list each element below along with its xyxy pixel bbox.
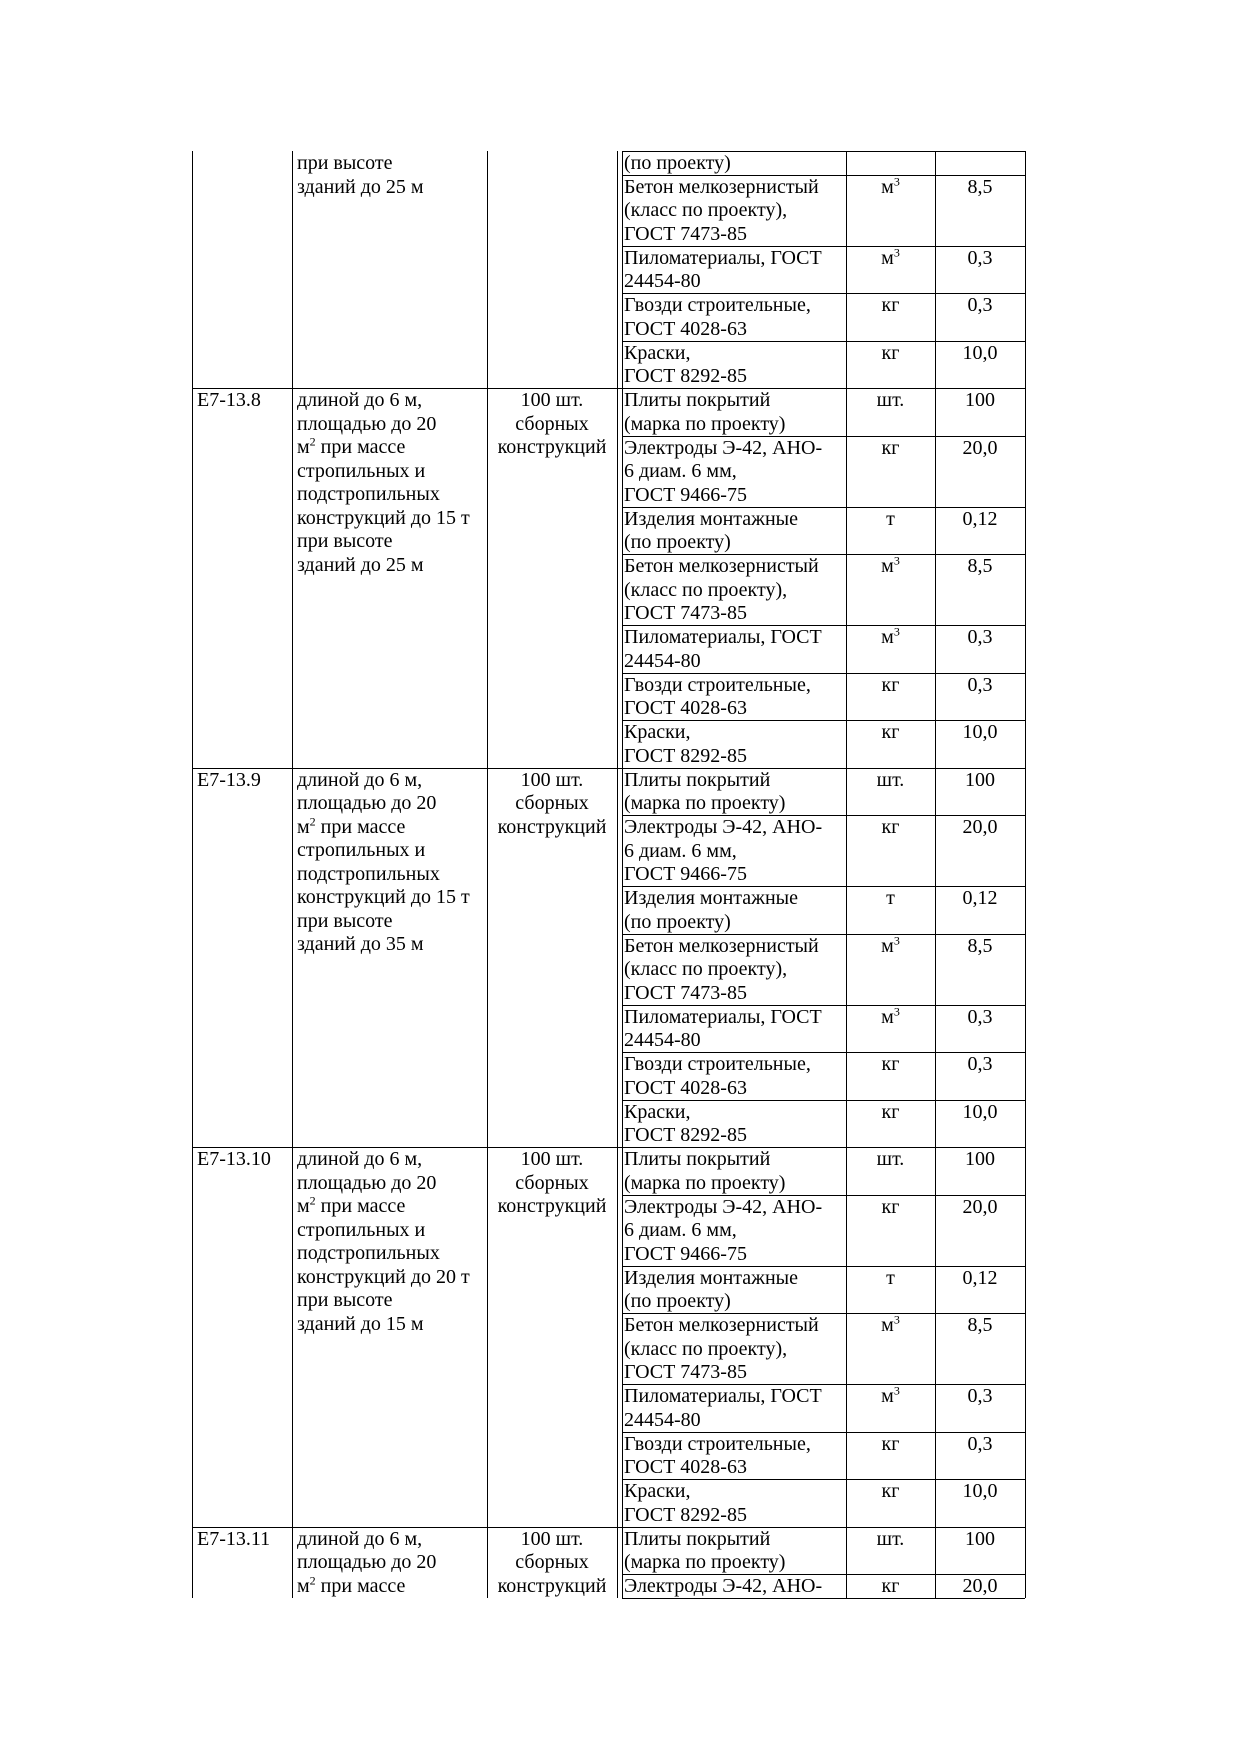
unit-text: т	[886, 887, 895, 909]
unit-text: кг	[881, 1575, 900, 1597]
rate-code: Е7-13.8	[197, 389, 261, 411]
description-l3-sup: 2	[309, 1193, 316, 1208]
work-description-continued	[297, 152, 487, 199]
work-description	[297, 769, 487, 957]
material-unit	[846, 555, 935, 579]
material-quantity: 0,3	[967, 1385, 993, 1407]
description-l2: площадью до 20	[297, 1171, 437, 1194]
material-name: Краски, ГОСТ 8292-85	[624, 1480, 747, 1526]
material-quantity: 10,0	[962, 1100, 998, 1123]
unit-text: кг	[881, 673, 900, 696]
rate-code: Е7-13.9	[197, 768, 261, 791]
material-quantity: 8,5	[967, 175, 993, 198]
material-name: Плиты покрытий (марка по проекту)	[624, 1527, 786, 1573]
unit-text: т	[886, 1266, 895, 1289]
material-name: Изделия монтажные (по проекту)	[624, 507, 798, 553]
material-quantity: 20,0	[962, 436, 998, 459]
description-l3-prefix: м	[297, 436, 310, 458]
unit-text: кг	[881, 1432, 900, 1455]
material-name: Краски, ГОСТ 8292-85	[624, 341, 747, 387]
material-name: Гвозди строительные, ГОСТ 4028-63	[624, 1432, 811, 1478]
unit-text: шт.	[876, 768, 905, 791]
material-unit	[846, 508, 935, 532]
unit-text: м	[881, 934, 894, 957]
description-l1: длиной до 6 м,	[297, 768, 423, 791]
rule-col-desc	[292, 151, 293, 1598]
description-l3-prefix: м	[297, 1195, 310, 1217]
material-quantity: 0,3	[967, 1053, 993, 1075]
description-l3-rest: при массе	[315, 815, 406, 838]
unit-text: т	[886, 507, 895, 530]
material-unit	[846, 1148, 935, 1172]
unit-exponent: 3	[893, 932, 900, 947]
material-name: Гвозди строительные, ГОСТ 4028-63	[624, 673, 811, 719]
material-quantity: 100	[965, 1527, 995, 1550]
material-quantity: 0,12	[962, 887, 998, 909]
description-l3-sup: 2	[309, 813, 316, 828]
material-unit	[846, 626, 935, 650]
material-unit	[846, 1575, 935, 1599]
unit-exponent: 3	[893, 553, 900, 568]
measure-unit: 100 шт. сборных конструкций	[497, 389, 607, 458]
material-unit	[846, 887, 935, 911]
material-quantity: 100	[965, 768, 995, 791]
material-name: Электроды Э-42, АНО- 6 диам. 6 мм, ГОСТ 9466-75	[624, 1195, 823, 1265]
unit-exponent: 3	[893, 244, 900, 259]
material-unit	[846, 1196, 935, 1220]
material-unit	[846, 173, 935, 200]
material-quantity: 0,12	[962, 507, 998, 530]
unit-exponent: 3	[893, 624, 900, 639]
material-name: Пиломатериалы, ГОСТ 24454-80	[624, 626, 822, 672]
material-unit	[846, 1385, 935, 1409]
material-quantity: 10,0	[962, 721, 998, 743]
material-name: Пиломатериалы, ГОСТ 24454-80	[624, 246, 822, 292]
material-quantity: 20,0	[962, 816, 998, 838]
unit-text: м	[881, 246, 894, 269]
work-description	[297, 1528, 487, 1599]
work-description	[297, 1148, 487, 1336]
material-unit	[846, 342, 935, 366]
description-l3-rest: при массе	[315, 436, 406, 458]
rule-col-gap	[617, 151, 618, 1598]
material-quantity: 100	[965, 389, 995, 411]
unit-text: м	[881, 626, 894, 648]
rule-col-material	[622, 151, 623, 1598]
unit-exponent: 3	[893, 1383, 900, 1398]
description-l1: длиной до 6 м,	[297, 389, 423, 411]
material-unit	[846, 244, 935, 271]
material-name: Пиломатериалы, ГОСТ 24454-80	[624, 1385, 822, 1431]
material-name: Изделия монтажные (по проекту)	[624, 1266, 798, 1312]
unit-text: шт.	[876, 1148, 905, 1170]
description-l3-prefix: м	[297, 1574, 310, 1597]
material-name: Бетон мелкозернистый (класс по проекту), ГОСТ 7473-85	[624, 1314, 819, 1383]
unit-text: кг	[881, 1195, 900, 1218]
unit-text: м	[881, 1385, 894, 1407]
description-l2: площадью до 20	[297, 1551, 437, 1573]
work-description	[297, 389, 487, 577]
description-line: при высоте	[297, 152, 393, 174]
description-l2: площадью до 20	[297, 792, 437, 814]
material-unit	[846, 1528, 935, 1552]
rate-code: Е7-13.10	[197, 1148, 271, 1170]
rule-col-qty	[935, 151, 936, 1598]
unit-text: м	[881, 175, 894, 198]
material-unit	[846, 1053, 935, 1077]
material-name: Плиты покрытий (марка по проекту)	[624, 1148, 786, 1194]
description-l3-rest: при массе	[315, 1574, 406, 1597]
material-quantity: 0,3	[967, 246, 993, 269]
unit-exponent: 3	[893, 1312, 900, 1327]
description-rest: стропильных и подстропильных конструкций до 15 т при высоте зданий до 25 м	[297, 459, 470, 576]
description-line: зданий до 25 м	[297, 175, 424, 198]
material-unit	[846, 1480, 935, 1504]
rule-col-unit	[487, 151, 488, 1598]
material-name: Краски, ГОСТ 8292-85	[624, 721, 747, 767]
unit-text: м	[881, 555, 894, 577]
unit-text: кг	[881, 721, 900, 743]
unit-text: кг	[881, 816, 900, 838]
material-name: Краски, ГОСТ 8292-85	[624, 1100, 747, 1146]
description-rest: стропильных и подстропильных конструкций до 20 т при высоте зданий до 15 м	[297, 1218, 470, 1335]
material-name: Электроды Э-42, АНО-	[624, 1575, 823, 1597]
unit-text: кг	[881, 1053, 900, 1075]
material-name: Плиты покрытий (марка по проекту)	[624, 389, 786, 435]
unit-text: кг	[881, 1480, 900, 1502]
material-unit	[846, 1003, 935, 1030]
material-quantity: 0,3	[967, 626, 993, 648]
unit-text: шт.	[876, 389, 905, 411]
rule-col-right	[1025, 151, 1026, 1598]
material-unit	[846, 721, 935, 745]
material-name: Гвозди строительные, ГОСТ 4028-63	[624, 1053, 811, 1099]
description-l3-prefix: м	[297, 815, 310, 838]
material-quantity: 10,0	[962, 341, 998, 364]
description-rest: стропильных и подстропильных конструкций до 15 т при высоте зданий до 35 м	[297, 839, 470, 955]
material-quantity: 8,5	[967, 1314, 993, 1336]
material-quantity: 10,0	[962, 1480, 998, 1502]
rule-col-mat-unit	[846, 151, 847, 1598]
material-quantity: 8,5	[967, 934, 993, 957]
description-l2: площадью до 20	[297, 412, 437, 435]
material-quantity: 8,5	[967, 555, 993, 577]
rate-code: Е7-13.11	[197, 1527, 271, 1550]
material-name: (по проекту)	[624, 152, 731, 174]
material-quantity: 100	[965, 1148, 995, 1170]
unit-text: шт.	[876, 1527, 905, 1550]
material-name: Электроды Э-42, АНО- 6 диам. 6 мм, ГОСТ 9466-75	[624, 816, 823, 885]
material-name: Изделия монтажные (по проекту)	[624, 887, 798, 933]
material-name: Бетон мелкозернистый (класс по проекту), ГОСТ 7473-85	[624, 934, 819, 1004]
unit-text: кг	[881, 341, 900, 364]
material-quantity: 20,0	[962, 1195, 998, 1218]
unit-text: кг	[881, 294, 900, 316]
unit-text: кг	[881, 436, 900, 459]
description-l3-sup: 2	[309, 1572, 316, 1587]
material-unit	[846, 816, 935, 840]
rule-col-code	[192, 151, 193, 1598]
description-l1: длиной до 6 м,	[297, 1527, 423, 1550]
material-unit	[846, 437, 935, 461]
material-quantity: 0,3	[967, 294, 993, 316]
material-name: Гвозди строительные, ГОСТ 4028-63	[624, 294, 811, 340]
material-name: Бетон мелкозернистый (класс по проекту), ГОСТ 7473-85	[624, 175, 819, 245]
unit-text: м	[881, 1314, 894, 1336]
material-name: Электроды Э-42, АНО- 6 диам. 6 мм, ГОСТ 9466-75	[624, 436, 823, 506]
material-unit	[846, 674, 935, 698]
material-unit	[846, 294, 935, 318]
material-quantity: 0,3	[967, 673, 993, 696]
material-name: Бетон мелкозернистый (класс по проекту), ГОСТ 7473-85	[624, 555, 819, 624]
material-name: Пиломатериалы, ГОСТ 24454-80	[624, 1005, 822, 1051]
material-quantity: 0,12	[962, 1266, 998, 1289]
unit-exponent: 3	[893, 173, 900, 188]
material-quantity: 0,3	[967, 1432, 993, 1455]
unit-text: кг	[881, 1100, 900, 1123]
material-quantity: 20,0	[962, 1575, 998, 1597]
material-unit	[846, 1101, 935, 1125]
material-unit	[846, 1267, 935, 1291]
material-unit	[846, 769, 935, 793]
material-unit	[846, 932, 935, 959]
description-l1: длиной до 6 м,	[297, 1148, 423, 1170]
material-unit	[846, 1433, 935, 1457]
measure-unit: 100 шт. сборных конструкций	[497, 768, 607, 838]
material-unit	[846, 389, 935, 413]
measure-unit: 100 шт. сборных конструкций	[497, 1148, 607, 1217]
material-name: Плиты покрытий (марка по проекту)	[624, 768, 786, 814]
description-l3-rest: при массе	[315, 1195, 406, 1217]
measure-unit: 100 шт. сборных конструкций	[497, 1527, 607, 1597]
unit-exponent: 3	[893, 1003, 900, 1018]
material-unit	[846, 1314, 935, 1338]
material-quantity: 0,3	[967, 1005, 993, 1028]
unit-text: м	[881, 1005, 894, 1028]
description-l3-sup: 2	[309, 434, 316, 449]
